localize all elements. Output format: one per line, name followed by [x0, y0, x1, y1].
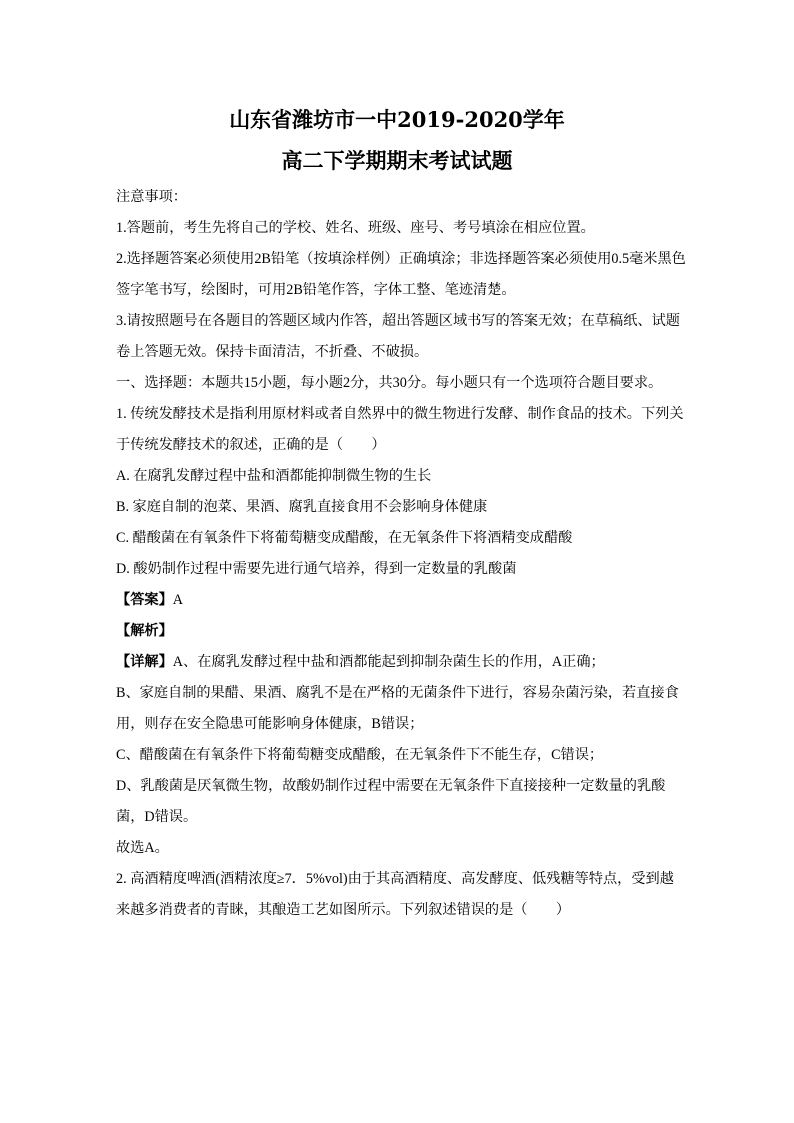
analysis-label: 【解析】 — [116, 623, 173, 639]
detail-line-a — [116, 647, 688, 678]
question-1-conclusion: 故选A。 — [116, 840, 169, 856]
detail-label: 【详解】 — [116, 654, 173, 670]
question-1-option-c: C. 醋酸菌在有氧条件下将葡萄糖变成醋酸，在无氧条件下将酒精变成醋酸 — [116, 530, 573, 546]
section-heading: 一、选择题：本题共15小题，每小题2分，共30分。每小题只有一个选项符合题目要求。 — [116, 375, 663, 391]
notice-heading: 注意事项： — [116, 189, 187, 205]
notice-item-2: 2.选择题答案必须使用2B铅笔（按填涂样例）正确填涂；非选择题答案必须使用0.5毫米黑色签字笔书写，绘图时，可用2B铅笔作答，字体工整、笔迹清楚。 — [116, 251, 686, 298]
question-1-option-b: B. 家庭自制的泡菜、果酒、腐乳直接食用不会影响身体健康 — [116, 499, 488, 515]
detail-line-b: B、家庭自制的果醋、果酒、腐乳不是在严格的无菌条件下进行，容易杂菌污染，若直接食用，则存在安全隐患可能影响身体健康，B错误； — [116, 685, 679, 732]
question-2-stem: 2. 高酒精度啤酒(酒精浓度≥7．5%vol)由于其高酒精度、高发酵度、低残糖等特点，受到越来越多消费者的青睐，其酿造工艺如图所示。下列叙述错误的是（ ） — [116, 871, 674, 918]
detail-line-c: C、醋酸菌在有氧条件下将葡萄糖变成醋酸，在无氧条件下不能生存，C错误； — [116, 747, 604, 763]
question-1-answer — [116, 585, 688, 616]
document-title-line1: 山东省潍坊市一中2019-2020学年 — [229, 107, 565, 132]
answer-value: A — [172, 592, 184, 608]
document-title-line2: 高二下学期期末考试试题 — [281, 148, 513, 173]
notice-item-1: 1.答题前，考生先将自己的学校、姓名、班级、座号、考号填涂在相应位置。 — [116, 220, 595, 236]
answer-label: 【答案】 — [116, 592, 173, 608]
document-body — [116, 182, 688, 926]
detail-line-d: D、乳酸菌是厌氧微生物，故酸奶制作过程中需要在无氧条件下直接接种一定数量的乳酸菌，D错误。 — [116, 778, 666, 825]
detail-text-a: A、在腐乳发酵过程中盐和酒都能起到抑制杂菌生长的作用，A正确； — [172, 654, 605, 670]
question-1-option-a: A. 在腐乳发酵过程中盐和酒都能抑制微生物的生长 — [116, 468, 432, 484]
notice-item-3: 3.请按照题号在各题目的答题区域内作答，超出答题区域书写的答案无效；在草稿纸、试题卷上答题无效。保持卡面清洁，不折叠、不破损。 — [116, 313, 680, 360]
question-1-stem: 1. 传统发酵技术是指利用原材料或者自然界中的微生物进行发酵、制作食品的技术。下列关于传统发酵技术的叙述，正确的是（ ） — [116, 406, 684, 453]
question-1-option-d: D. 酸奶制作过程中需要先进行通气培养，得到一定数量的乳酸菌 — [116, 561, 517, 577]
